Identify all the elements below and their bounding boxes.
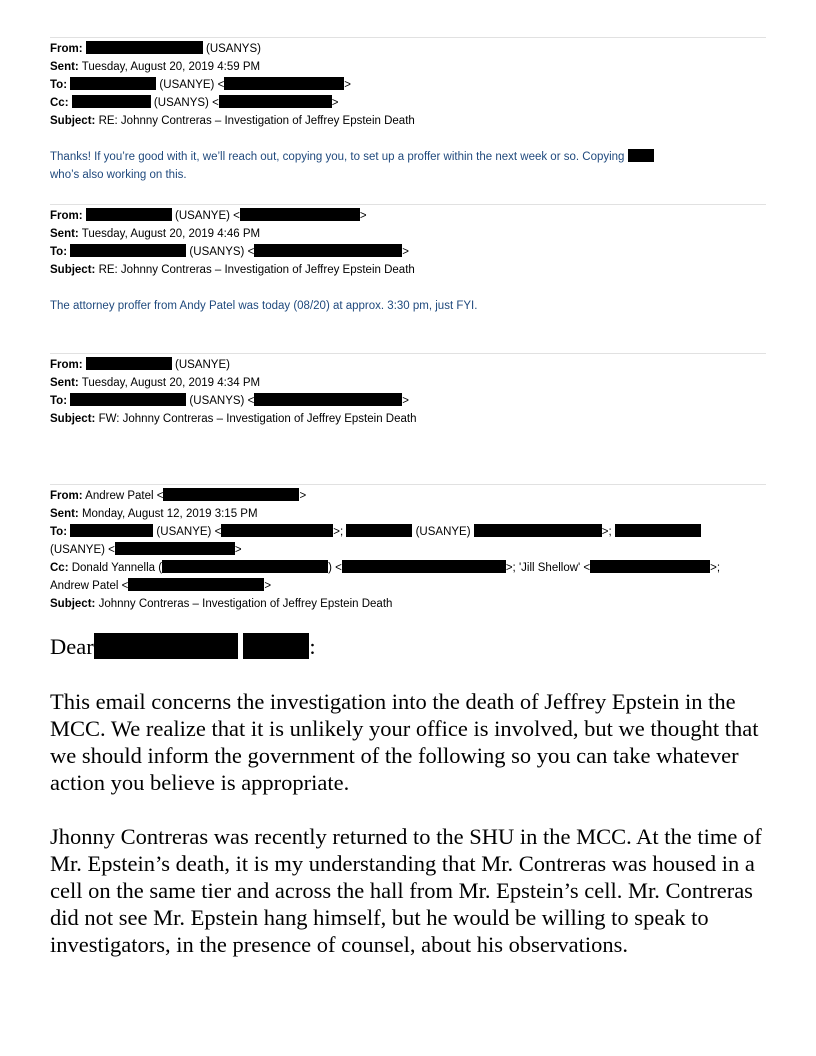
from-label: From: xyxy=(50,210,83,222)
subject-line xyxy=(50,595,766,613)
from-end: > xyxy=(359,210,367,222)
subject-label: Subject: xyxy=(50,413,96,425)
subject-line xyxy=(50,112,766,130)
to-value: (USANYE) < xyxy=(153,526,222,538)
to-label: To: xyxy=(50,526,68,538)
cc-line xyxy=(50,559,766,577)
email-separator xyxy=(50,484,766,485)
email-separator xyxy=(50,37,766,38)
redaction xyxy=(94,633,238,659)
sent-value: Tuesday, August 20, 2019 4:59 PM xyxy=(78,61,261,73)
email-body-1 xyxy=(50,148,766,184)
redaction xyxy=(628,149,654,162)
sent-line xyxy=(50,374,766,392)
redaction xyxy=(86,208,172,221)
to-value: (USANYE) < xyxy=(50,544,115,556)
to-line xyxy=(50,523,766,541)
redaction xyxy=(70,393,186,406)
from-value: (USANYE) xyxy=(171,359,230,371)
to-label: To: xyxy=(50,246,68,258)
to-label: To: xyxy=(50,79,68,91)
body-text: The attorney proffer from Andy Patel was today (08/20) at approx. 3:30 pm, just FYI. xyxy=(50,300,478,312)
sent-value: Monday, August 12, 2019 3:15 PM xyxy=(78,508,258,520)
salutation-colon: : xyxy=(309,634,316,659)
sent-label: Sent: xyxy=(50,508,79,520)
sent-value: Tuesday, August 20, 2019 4:46 PM xyxy=(78,228,261,240)
cc-line xyxy=(50,94,766,112)
to-line xyxy=(50,243,766,261)
from-line xyxy=(50,356,766,374)
redaction xyxy=(224,77,344,90)
sent-value: Tuesday, August 20, 2019 4:34 PM xyxy=(78,377,261,389)
cc-end: > xyxy=(331,97,339,109)
to-end: > xyxy=(234,544,242,556)
redaction xyxy=(86,357,172,370)
cc-label: Cc: xyxy=(50,97,69,109)
letter-paragraph-2: Jhonny Contreras was recently returned to the SHU in the MCC. At the time of Mr. Epstein’s death, it is my understanding that Mr. Contreras was housed in a cell on the same tier and across the hall from Mr. Epstein’s cell. Mr. Contreras did not see Mr. Epstein hang himself, but he would be willing to speak to investigators, in the presence of counsel, about his observations. xyxy=(50,824,762,957)
subject-label: Subject: xyxy=(50,598,96,610)
redaction xyxy=(221,524,333,537)
to-line-continued xyxy=(50,541,766,559)
cc-label: Cc: xyxy=(50,562,69,574)
subject-value: RE: Johnny Contreras – Investigation of Jeffrey Epstein Death xyxy=(95,264,415,276)
to-value: (USANYE) < xyxy=(156,79,225,91)
subject-label: Subject: xyxy=(50,264,96,276)
cc-end: > xyxy=(264,580,272,592)
redaction xyxy=(128,578,264,591)
from-value: (USANYS) xyxy=(202,43,261,55)
from-line xyxy=(50,207,766,225)
sent-label: Sent: xyxy=(50,61,79,73)
subject-value: Johnny Contreras – Investigation of Jeffrey Epstein Death xyxy=(95,598,393,610)
letter-paragraph-1: This email concerns the investigation into the death of Jeffrey Epstein in the MCC. We realize that it is unlikely your office is involved, but we thought that we should inform the government of the following so you can take whatever action you believe is appropriate. xyxy=(50,689,759,795)
to-value: >; xyxy=(601,526,615,538)
subject-value: RE: Johnny Contreras – Investigation of Jeffrey Epstein Death xyxy=(95,115,415,127)
cc-value: ) < xyxy=(328,562,342,574)
redaction xyxy=(254,244,402,257)
cc-value: (USANYS) < xyxy=(150,97,219,109)
email-header-2 xyxy=(50,207,766,279)
subject-line xyxy=(50,410,766,428)
redaction xyxy=(70,244,186,257)
redaction xyxy=(86,41,203,54)
to-end: > xyxy=(344,79,352,91)
cc-value: >; xyxy=(710,562,721,574)
cc-value: >; 'Jill Shellow' < xyxy=(505,562,591,574)
from-label: From: xyxy=(50,43,83,55)
from-label: From: xyxy=(50,359,83,371)
redaction xyxy=(162,560,328,573)
email-header-1 xyxy=(50,40,766,130)
to-line xyxy=(50,76,766,94)
redaction xyxy=(70,524,153,537)
to-line xyxy=(50,392,766,410)
cc-line-continued xyxy=(50,577,766,595)
salutation xyxy=(50,633,766,660)
to-value: (USANYE) xyxy=(412,526,474,538)
redaction xyxy=(254,393,402,406)
sent-label: Sent: xyxy=(50,377,79,389)
subject-value: FW: Johnny Contreras – Investigation of Jeffrey Epstein Death xyxy=(95,413,417,425)
redaction xyxy=(590,560,710,573)
from-end: > xyxy=(299,490,307,502)
cc-value: Donald Yannella ( xyxy=(68,562,163,574)
to-label: To: xyxy=(50,395,68,407)
redaction xyxy=(163,488,299,501)
redaction xyxy=(240,208,360,221)
document-page xyxy=(50,0,766,1056)
redaction xyxy=(72,95,151,108)
email-separator xyxy=(50,204,766,205)
sent-label: Sent: xyxy=(50,228,79,240)
sent-line xyxy=(50,58,766,76)
redaction xyxy=(615,524,701,537)
from-label: From: xyxy=(50,490,83,502)
body-text: Thanks! If you’re good with it, we’ll reach out, copying you, to set up a proffer within the next week or so. Copying xyxy=(50,151,628,163)
sent-line xyxy=(50,225,766,243)
redaction xyxy=(342,560,506,573)
from-line xyxy=(50,40,766,58)
email-header-4 xyxy=(50,487,766,613)
cc-value: Andrew Patel < xyxy=(50,580,129,592)
email-separator xyxy=(50,353,766,354)
email-header-3 xyxy=(50,356,766,428)
redaction xyxy=(243,633,309,659)
to-end: > xyxy=(402,246,410,258)
subject-line xyxy=(50,261,766,279)
to-value: >; xyxy=(333,526,347,538)
sent-line xyxy=(50,505,766,523)
from-value: Andrew Patel < xyxy=(82,490,164,502)
from-line xyxy=(50,487,766,505)
redaction xyxy=(346,524,412,537)
to-value: (USANYS) < xyxy=(186,395,255,407)
salutation-text: Dear xyxy=(50,634,94,659)
redaction xyxy=(474,524,602,537)
from-value: (USANYE) < xyxy=(171,210,240,222)
to-value: (USANYS) < xyxy=(186,246,255,258)
redaction xyxy=(70,77,156,90)
subject-label: Subject: xyxy=(50,115,96,127)
redaction xyxy=(115,542,235,555)
body-text: who’s also working on this. xyxy=(50,169,187,181)
to-end: > xyxy=(402,395,410,407)
redaction xyxy=(219,95,332,108)
email-body-2 xyxy=(50,297,766,315)
